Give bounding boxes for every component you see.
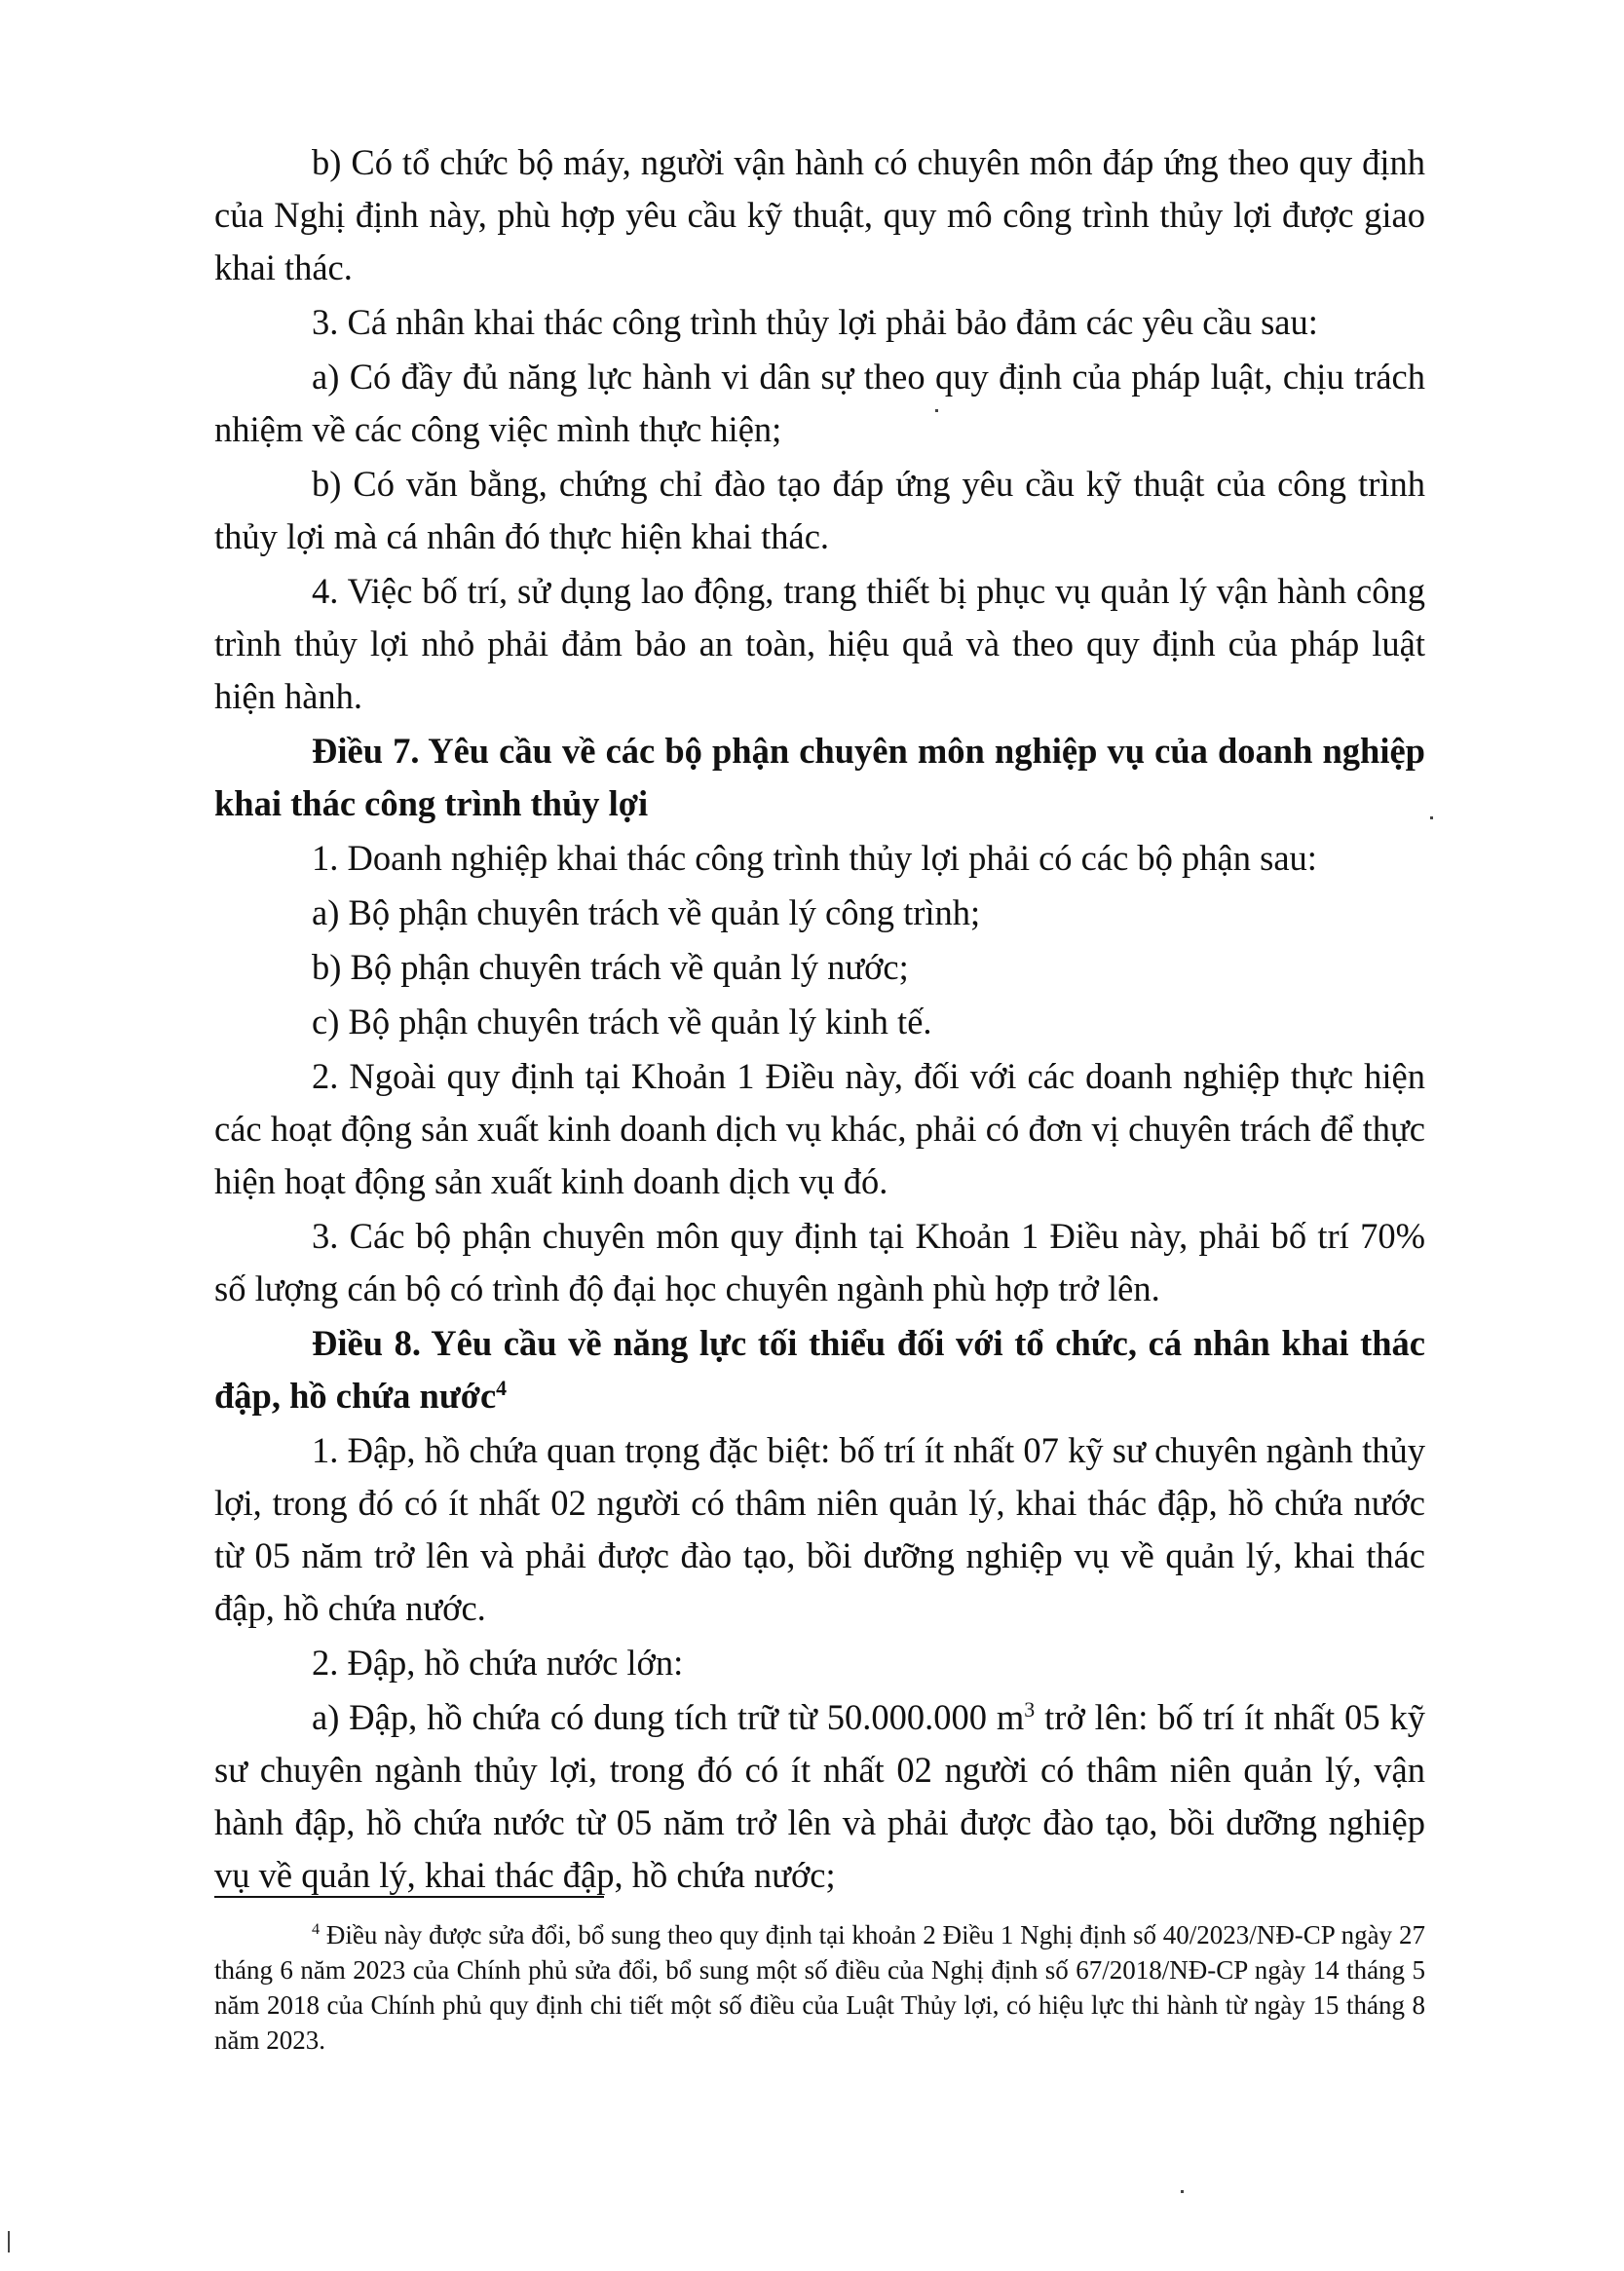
footnote-mark: 4 [312,1920,321,1938]
scan-speck [935,409,938,412]
footnote-text: Điều này được sửa đổi, bổ sung theo quy định tại khoản 2 Điều 1 Nghị định số 40/2023/NĐ-CP ngày 27 tháng 6 năm 2023 của Chính phủ sửa đổi, bổ sung một số điều của Nghị định số 67/2018/NĐ-CP ngày 14 tháng 5 năm 2018 của Chính phủ quy định chi tiết một số điều của Luật Thủy lợi, có hiệu lực thi hành từ ngày 15 tháng 8 năm 2023. [214,1920,1425,2055]
article-8-heading-text: Điều 8. Yêu cầu về năng lực tối thiểu đối với tổ chức, cá nhân khai thác đập, hồ chứa nước [214,1323,1425,1416]
paragraph-2b: b) Có tổ chức bộ máy, người vận hành có chuyên môn đáp ứng theo quy định của Nghị định này, phù hợp yêu cầu kỹ thuật, quy mô công trình thủy lợi được giao khai thác. [214,142,1425,287]
clause-2a-text-after: trở lên: bố trí ít nhất 05 kỹ sư chuyên ngành thủy lợi, trong đó có ít nhất 02 người có thâm niên quản lý, vận hành đập, hồ chứa nước từ 05 năm trở lên và phải được đào tạo, bồi dưỡng nghiệp vụ về quản lý, khai thác đập, hồ chứa nước; [214,1697,1425,1895]
article-7-clause-1: 1. Doanh nghiệp khai thác công trình thủy lợi phải có các bộ phận sau: [312,838,1317,878]
article-7-clause-1a: a) Bộ phận chuyên trách về quản lý công trình; [312,892,981,932]
article-7-clause-2: 2. Ngoài quy định tại Khoản 1 Điều này, đối với các doanh nghiệp thực hiện các hoạt động sản xuất kinh doanh dịch vụ khác, phải có đơn vị chuyên trách để thực hiện hoạt động sản xuất kinh doanh dịch vụ đó. [214,1056,1425,1201]
article-8-heading [214,1317,1425,1422]
scan-speck [1430,816,1433,819]
paragraph-3: 3. Cá nhân khai thác công trình thủy lợi phải bảo đảm các yêu cầu sau: [312,302,1318,342]
paragraph-3a: a) Có đầy đủ năng lực hành vi dân sự theo quy định của pháp luật, chịu trách nhiệm về các công việc mình thực hiện; [214,357,1425,449]
footnote-reference[interactable]: 4 [496,1375,508,1400]
article-8-clause-1: 1. Đập, hồ chứa quan trọng đặc biệt: bố trí ít nhất 07 kỹ sư chuyên ngành thủy lợi, trong đó có ít nhất 02 người có thâm niên quản lý, khai thác đập, hồ chứa nước từ 05 năm trở lên và phải được đào tạo, bồi dưỡng nghiệp vụ về quản lý, khai thác đập, hồ chứa nước. [214,1430,1425,1628]
cubic-superscript: 3 [1024,1696,1036,1722]
body-text [214,136,1425,1904]
article-8-clause-2a [214,1691,1425,1902]
article-7-clause-1b: b) Bộ phận chuyên trách về quản lý nước; [312,947,909,987]
footnote-divider [214,1896,604,1898]
article-8-clause-2: 2. Đập, hồ chứa nước lớn: [312,1643,684,1683]
scan-speck [1181,2190,1184,2193]
clause-2a-text-before: a) Đập, hồ chứa có dung tích trữ từ 50.000.000 m [312,1697,1025,1737]
article-7-clause-3: 3. Các bộ phận chuyên môn quy định tại Khoản 1 Điều này, phải bố trí 70% số lượng cán bộ có trình độ đại học chuyên ngành phù hợp trở lên. [214,1216,1425,1308]
footnote [214,1917,1425,2058]
scan-speck [8,2231,10,2252]
article-7-clause-1c: c) Bộ phận chuyên trách về quản lý kinh tế. [312,1002,932,1041]
paragraph-4: 4. Việc bố trí, sử dụng lao động, trang thiết bị phục vụ quản lý vận hành công trình thủy lợi nhỏ phải đảm bảo an toàn, hiệu quả và theo quy định của pháp luật hiện hành. [214,571,1425,716]
paragraph-3b: b) Có văn bằng, chứng chỉ đào tạo đáp ứng yêu cầu kỹ thuật của công trình thủy lợi mà cá nhân đó thực hiện khai thác. [214,464,1425,556]
article-7-heading: Điều 7. Yêu cầu về các bộ phận chuyên môn nghiệp vụ của doanh nghiệp khai thác công trình thủy lợi [214,731,1425,823]
